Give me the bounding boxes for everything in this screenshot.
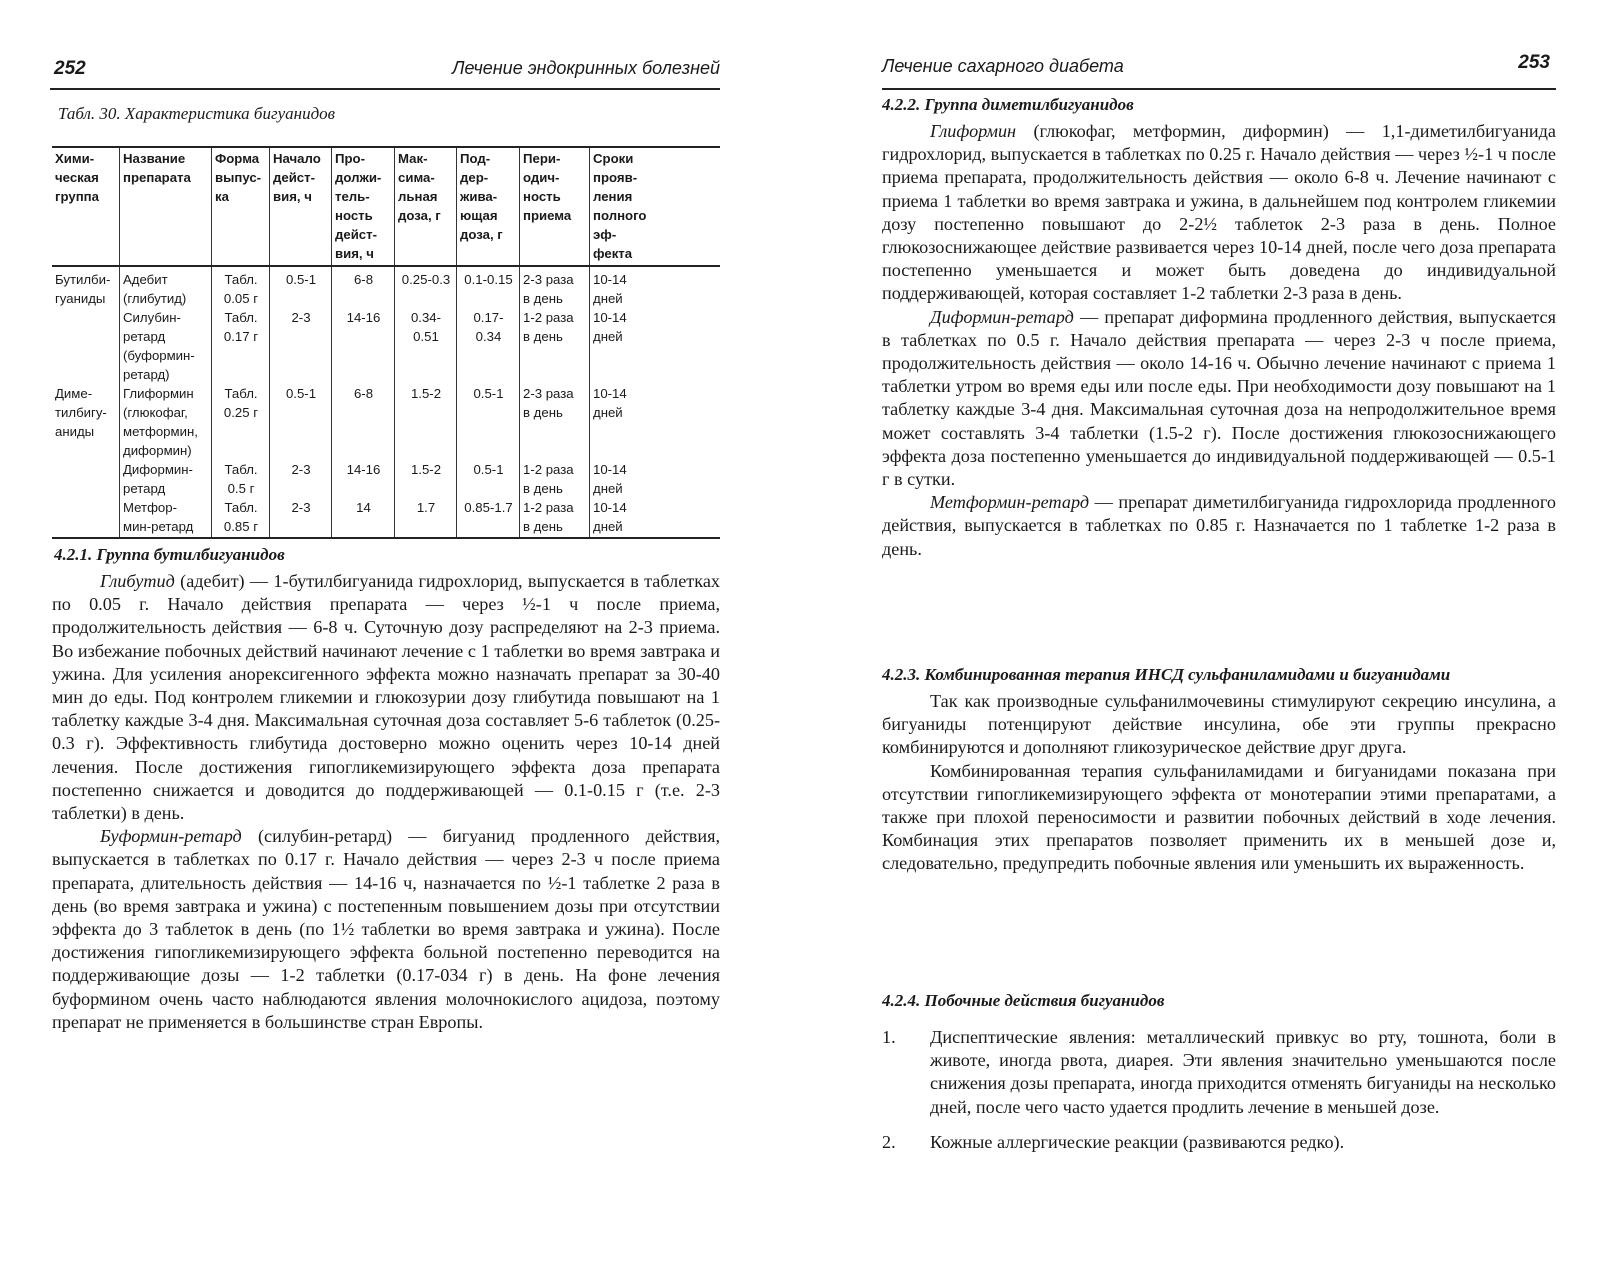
table-cell: 2-3 раза в день — [520, 384, 590, 460]
section-heading: 4.2.4. Побочные действия бигуанидов — [882, 991, 1165, 1010]
table-cell: 14-16 — [332, 308, 395, 384]
paragraph-text: (силубин-ретард) — бигуанид продленного действия, выпускается в таблетках по 0.17 г. Начало действия — через 2-3 ч после приема препарата, длительность действия — 14-16 ч, назначается по ½-1 таблетке 2 раза в день (во время завтрака и ужина) с постепенным повышением дозы при отсутствии эффекта до 3 таблеток в день (по 1½ таблетки во время завтрака и ужина). После достижения гипогликемизирующего эффекта больной постепенно переводится на поддерживающие дозы — 1-2 таблетки (0.17-034 г) в день. На фоне лечения буформином очень часто наблюдаются явления молочнокислого ацидоза, поэтому препарат не применяется в большинстве стран Европы. — [52, 826, 720, 1032]
paragraph — [50, 825, 720, 1034]
table-cell: Глиформин (глюкофаг, метформин, диформин) — [120, 384, 212, 460]
table-cell: 2-3 — [270, 460, 332, 498]
table-cell: 1-2 раза в день — [520, 460, 590, 498]
table-header-cell: Форма выпус- ка — [212, 147, 270, 266]
drug-name: Метформин-ретард — [930, 492, 1090, 513]
table-cell: 1-2 раза в день — [520, 308, 590, 384]
paragraph — [882, 306, 1556, 492]
table-cell — [52, 460, 120, 498]
list-item-number: 2. — [882, 1131, 896, 1152]
section-heading: 4.2.3. Комбинированная терапия ИНСД сульфаниламидами и бигуанидами — [882, 665, 1451, 684]
table-row — [52, 266, 720, 308]
right-page — [882, 0, 1556, 1282]
table-row — [52, 460, 720, 498]
table-cell: Адебит (глибутид) — [120, 266, 212, 308]
table-cell: 6-8 — [332, 266, 395, 308]
table-cell: 6-8 — [332, 384, 395, 460]
paragraph — [882, 120, 1556, 306]
table-row — [52, 308, 720, 384]
table-cell: 10-14 дней — [590, 498, 721, 538]
table-cell: Метфор- мин-ретард — [120, 498, 212, 538]
table-cell: 0.34- 0.51 — [395, 308, 457, 384]
table-cell: Табл. 0.85 г — [212, 498, 270, 538]
section-combination-therapy — [882, 664, 1556, 876]
drug-name: Диформин-ретард — [930, 306, 1074, 327]
right-running-head — [882, 52, 1556, 90]
table-header-cell: Пери- одич- ность приема — [520, 147, 590, 266]
list-item — [882, 1026, 1556, 1119]
table-cell: 2-3 — [270, 498, 332, 538]
table-header-cell: Начало дейст- вия, ч — [270, 147, 332, 266]
section-heading: 4.2.1. Группа бутилбигуанидов — [54, 545, 285, 564]
paragraph: Так как производные сульфанилмочевины стимулируют секрецию инсулина, а бигуаниды потенцируют действие инсулина, обе эти группы прекрасно комбинируются и дополняют гликозурическое действие друг друга. — [882, 691, 1556, 758]
table-cell — [52, 498, 120, 538]
table-header-cell: Сроки прояв- ления полного эф- фекта — [590, 147, 721, 266]
table-cell: Бутилби- гуаниды — [55, 272, 111, 306]
table-cell: Табл. 0.5 г — [212, 460, 270, 498]
list-item-text: Диспептические явления: металлический привкус во рту, тошнота, боли в животе, иногда рвота, диарея. Эти явления значительно уменьшаются после снижения дозы препарата, иногда приходится отменять бигуаниды на несколько дней, после чего часто удается продлить лечение в меньшей дозе. — [930, 1027, 1556, 1117]
table-cell: Силубин- ретард (буформин- ретард) — [120, 308, 212, 384]
table-cell: Диме- тилбигу- аниды — [55, 386, 107, 439]
table-cell: 0.17- 0.34 — [457, 308, 520, 384]
running-title: Лечение сахарного диабета — [882, 56, 1124, 76]
running-title: Лечение эндокринных болезней — [452, 58, 720, 78]
table-cell: 0.5-1 — [270, 266, 332, 308]
table-cell: 1.5-2 — [395, 460, 457, 498]
section-dimethylbiguanides — [882, 94, 1556, 561]
table-header-cell: Под- дер- жива- ющая доза, г — [457, 147, 520, 266]
table-cell: 2-3 раза в день — [520, 266, 590, 308]
table-header-cell: Название препарата — [120, 147, 212, 266]
table-cell: 0.1-0.15 — [457, 266, 520, 308]
drug-name: Буформин-ретард — [100, 826, 242, 847]
list-item-text: Кожные аллергические реакции (развиваются редко). — [930, 1131, 1345, 1152]
paragraph-text: — препарат диметилбигуанида гидрохлорида продленного действия, выпускается в таблетках по 0.85 г. Назначается по 1 таблетке 1-2 раза в день. — [882, 492, 1556, 559]
table-cell: Диформин- ретард — [120, 460, 212, 498]
paragraph — [50, 570, 720, 825]
paragraph — [882, 491, 1556, 561]
table-cell: 1.5-2 — [395, 384, 457, 460]
table-cell — [52, 308, 120, 384]
table-cell: 10-14 дней — [590, 308, 721, 384]
paragraph: Комбинированная терапия сульфаниламидами и бигуанидами показана при отсутствии гипогликемизирующего эффекта от монотерапии этими препаратами, а также при плохой переносимости и развитии побочных действий в ходе лечения. Комбинация этих препаратов позволяет применить их в меньшей дозе и, следовательно, предупредить побочные явления или уменьшить их выраженность. — [882, 760, 1556, 874]
drug-name: Глибутид — [100, 571, 175, 591]
table-cell: 0.85-1.7 — [457, 498, 520, 538]
table-cell: 2-3 — [270, 308, 332, 384]
table-row — [52, 498, 720, 538]
biguanides-table — [52, 146, 720, 539]
table-cell: 1-2 раза в день — [520, 498, 590, 538]
table-cell: 0.25-0.3 — [395, 266, 457, 308]
section-side-effects — [882, 990, 1556, 1166]
table-cell: 0.5-1 — [270, 384, 332, 460]
side-effects-list — [882, 1026, 1556, 1154]
table-cell: 10-14 дней — [590, 384, 721, 460]
list-item — [882, 1131, 1556, 1154]
table-cell: 14 — [332, 498, 395, 538]
table-cell: 10-14 дней — [590, 460, 721, 498]
page-number: 253 — [1518, 52, 1550, 73]
table-header-row — [52, 147, 720, 266]
table-row — [52, 384, 720, 460]
table-header-cell: Мак- сима- льная доза, г — [395, 147, 457, 266]
paragraph-text: — препарат диформина продленного действия, выпускается в таблетках по 0.5 г. Начало действия препарата — через 2-3 ч после приема, продолжительность действия — около 14-16 ч. Обычно лечение начинают с приема 1 таблетки утром во время еды или после еды. При необходимости дозу повышают на 1 таблетку каждые 3-4 дня. Максимальная суточная доза на непродолжительное время может составлять 3-4 таблетки (1.5-2 г). После достижения глюкозоснижающего эффекта доза постепенно уменьшается до индивидуальной поддерживающей — 0.5-1 г в сутки. — [882, 306, 1556, 490]
table-cell: 1.7 — [395, 498, 457, 538]
table-cell: Табл. 0.25 г — [212, 384, 270, 460]
page-number: 252 — [54, 58, 86, 79]
list-item-number: 1. — [882, 1027, 896, 1047]
left-running-head — [50, 58, 720, 90]
left-page — [50, 0, 720, 1282]
table-cell: 0.5-1 — [457, 384, 520, 460]
drug-name: Глиформин — [930, 121, 1017, 141]
table-cell: 0.5-1 — [457, 460, 520, 498]
section-butylbiguanides — [50, 544, 720, 1034]
paragraph-text: (адебит) — 1-бутилбигуанида гидрохлорид, выпускается в таблетках по 0.05 г. Начало действия препарата — через ½-1 ч после приема, продолжительность действия — 6-8 ч. Суточную дозу распределяют на 2-3 приема. Во избежание побочных действий начинают лечение с 1 таблетки во время завтрака и ужина. Для усиления анорексигенного эффекта можно назначать препарат за 30-40 мин до еды. Под контролем гликемии и глюкозурии дозу глибутида повышают на 1 таблетку каждые 3-4 дня. Максимальная суточная доза составляет 5-6 таблеток (0.25-0.3 г). Эффективность глибутида достоверно можно оценить через 10-14 дней лечения. После достижения гипогликемизирующего эффекта доза препарата постепенно снижается и доводится до поддерживающей — 0.1-0.15 г (т.е. 2-3 таблетки) в день. — [52, 571, 720, 824]
table-header-cell: Хими- ческая группа — [52, 147, 120, 266]
table-cell: 10-14 дней — [590, 266, 721, 308]
table-cell: Табл. 0.17 г — [212, 308, 270, 384]
table-caption: Табл. 30. Характеристика бигуанидов — [58, 104, 336, 123]
paragraph-text: (глюкофаг, метформин, диформин) — 1,1-диметилбигуанида гидрохлорид, выпускается в таблетках по 0.25 г. Начало действия — через ½-1 ч после приема препарата, продолжительность действия — около 6-8 ч. Лечение начинают с приема 1 таблетки во время завтрака и ужина, в дальнейшем под контролем гликемии дозу постепенно повышают до 2-2½ таблеток 2-3 раза в день. Полное глюкозоснижающее действие развивается через 10-14 дней, после чего доза препарата постепенно уменьшается и может быть доведена до индивидуальной поддерживающей, которая составляет 1-2 таблетки 2-3 раза в день. — [882, 121, 1556, 304]
table-cell: Табл. 0.05 г — [212, 266, 270, 308]
section-heading: 4.2.2. Группа диметилбигуанидов — [882, 95, 1134, 114]
table-cell: 14-16 — [332, 460, 395, 498]
table-header-cell: Про- должи- тель- ность дейст- вия, ч — [332, 147, 395, 266]
